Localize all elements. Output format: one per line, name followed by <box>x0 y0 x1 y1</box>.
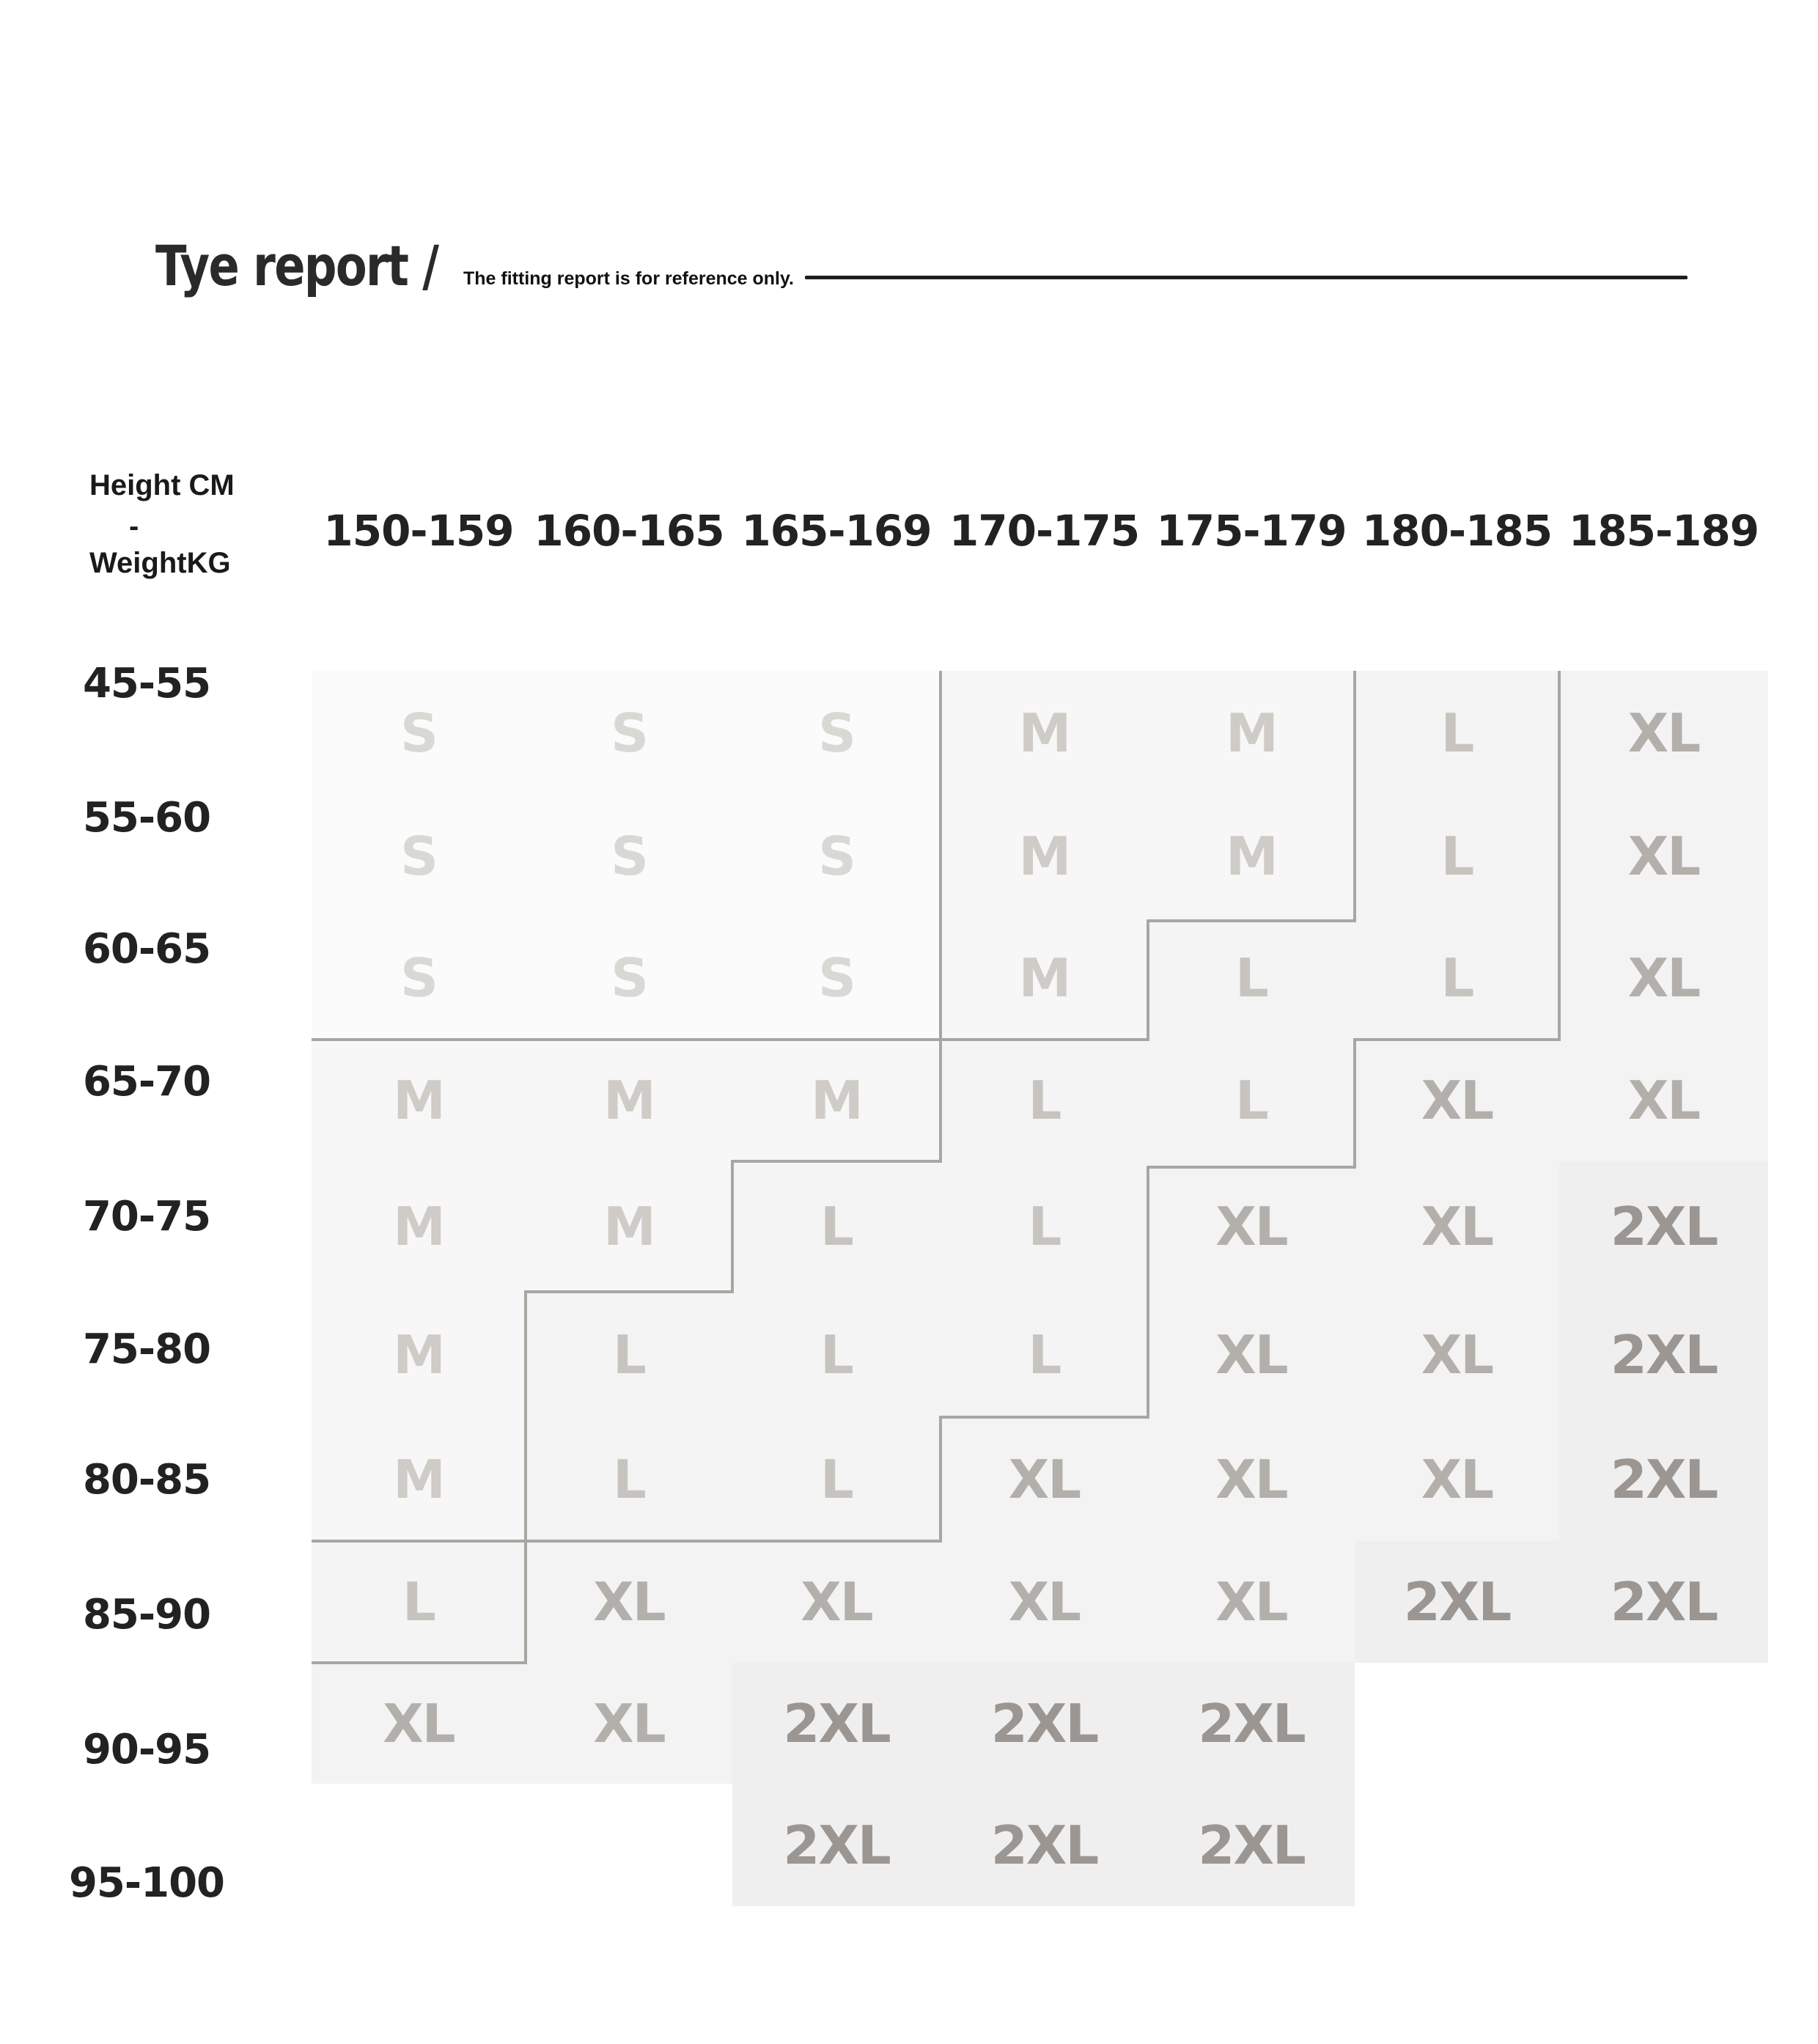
size-cell: S <box>526 916 732 1040</box>
size-cell: XL <box>1148 1292 1355 1417</box>
row-label: 75-80 <box>82 1326 211 1373</box>
size-cell: L <box>732 1292 941 1417</box>
size-cell: M <box>941 795 1148 916</box>
size-cell: L <box>312 1541 526 1663</box>
row-label: 65-70 <box>82 1058 211 1106</box>
size-cell: M <box>312 1417 526 1541</box>
size-cell: L <box>1148 1040 1355 1161</box>
size-cell: S <box>312 795 526 916</box>
column-label: 185-189 <box>1568 506 1759 556</box>
report-title: Tye report / <box>155 233 438 298</box>
row-label: 80-85 <box>82 1456 211 1504</box>
column-label: 150-159 <box>323 506 514 556</box>
size-cell: M <box>941 916 1148 1040</box>
size-cell: L <box>732 1417 941 1541</box>
row-label: 85-90 <box>82 1591 211 1639</box>
size-cell: M <box>526 1161 732 1292</box>
axis-header-weight: WeightKG <box>89 547 231 579</box>
size-cell: XL <box>1148 1541 1355 1663</box>
size-cell: XL <box>312 1663 526 1784</box>
size-cell: 2XL <box>1559 1292 1768 1417</box>
row-label: 90-95 <box>82 1726 211 1773</box>
size-cell: L <box>526 1417 732 1541</box>
size-cell: L <box>1148 916 1355 1040</box>
size-cell: L <box>941 1040 1148 1161</box>
size-cell: 2XL <box>941 1663 1148 1784</box>
size-cell: XL <box>1148 1161 1355 1292</box>
size-cell: L <box>1355 671 1559 795</box>
size-cell: XL <box>1355 1417 1559 1541</box>
size-cell: M <box>526 1040 732 1161</box>
row-label: 70-75 <box>82 1193 211 1240</box>
column-label: 160-165 <box>534 506 724 556</box>
size-cell: S <box>312 916 526 1040</box>
size-cell: 2XL <box>1148 1784 1355 1906</box>
size-cell: S <box>312 671 526 795</box>
column-label: 180-185 <box>1361 506 1553 556</box>
size-cell: 2XL <box>1559 1161 1768 1292</box>
size-cell: 2XL <box>732 1784 941 1906</box>
row-label: 55-60 <box>82 794 211 842</box>
row-label: 95-100 <box>68 1859 225 1907</box>
size-cell: S <box>526 671 732 795</box>
size-cell: L <box>941 1292 1148 1417</box>
size-cell: XL <box>1355 1292 1559 1417</box>
report-subtitle: The fitting report is for reference only. <box>463 268 794 289</box>
size-cell: 2XL <box>941 1784 1148 1906</box>
column-label: 170-175 <box>949 506 1140 556</box>
size-cell: L <box>1355 916 1559 1040</box>
size-cell: XL <box>1559 671 1768 795</box>
size-cell: 2XL <box>1355 1541 1559 1663</box>
size-cell: XL <box>732 1541 941 1663</box>
size-cell: L <box>941 1161 1148 1292</box>
size-cell: 2XL <box>732 1663 941 1784</box>
size-cell: S <box>732 795 941 916</box>
axis-header-dash: - <box>129 510 139 543</box>
size-cell: XL <box>1148 1417 1355 1541</box>
size-cell: L <box>732 1161 941 1292</box>
size-cell: S <box>526 795 732 916</box>
size-cell: XL <box>941 1417 1148 1541</box>
size-cell: XL <box>1559 1040 1768 1161</box>
size-cell: M <box>1148 671 1355 795</box>
size-cell: XL <box>526 1541 732 1663</box>
size-cell: M <box>732 1040 941 1161</box>
size-cell: XL <box>1355 1040 1559 1161</box>
size-cell: 2XL <box>1148 1663 1355 1784</box>
size-cell: 2XL <box>1559 1541 1768 1663</box>
size-cell: S <box>732 916 941 1040</box>
column-label: 165-169 <box>741 506 932 556</box>
size-cell: XL <box>941 1541 1148 1663</box>
size-cell: M <box>312 1161 526 1292</box>
size-cell: M <box>312 1292 526 1417</box>
column-label: 175-179 <box>1156 506 1347 556</box>
axis-header-height: Height CM <box>89 469 235 501</box>
size-cell: M <box>941 671 1148 795</box>
row-label: 45-55 <box>82 660 211 707</box>
size-cell: L <box>1355 795 1559 916</box>
size-cell: XL <box>1559 916 1768 1040</box>
size-cell: XL <box>1355 1161 1559 1292</box>
size-cell: M <box>312 1040 526 1161</box>
size-cell: S <box>732 671 941 795</box>
size-cell: L <box>526 1292 732 1417</box>
size-cell: XL <box>1559 795 1768 916</box>
row-label: 60-65 <box>82 925 211 973</box>
size-cell: M <box>1148 795 1355 916</box>
size-cell: XL <box>526 1663 732 1784</box>
size-cell: 2XL <box>1559 1417 1768 1541</box>
